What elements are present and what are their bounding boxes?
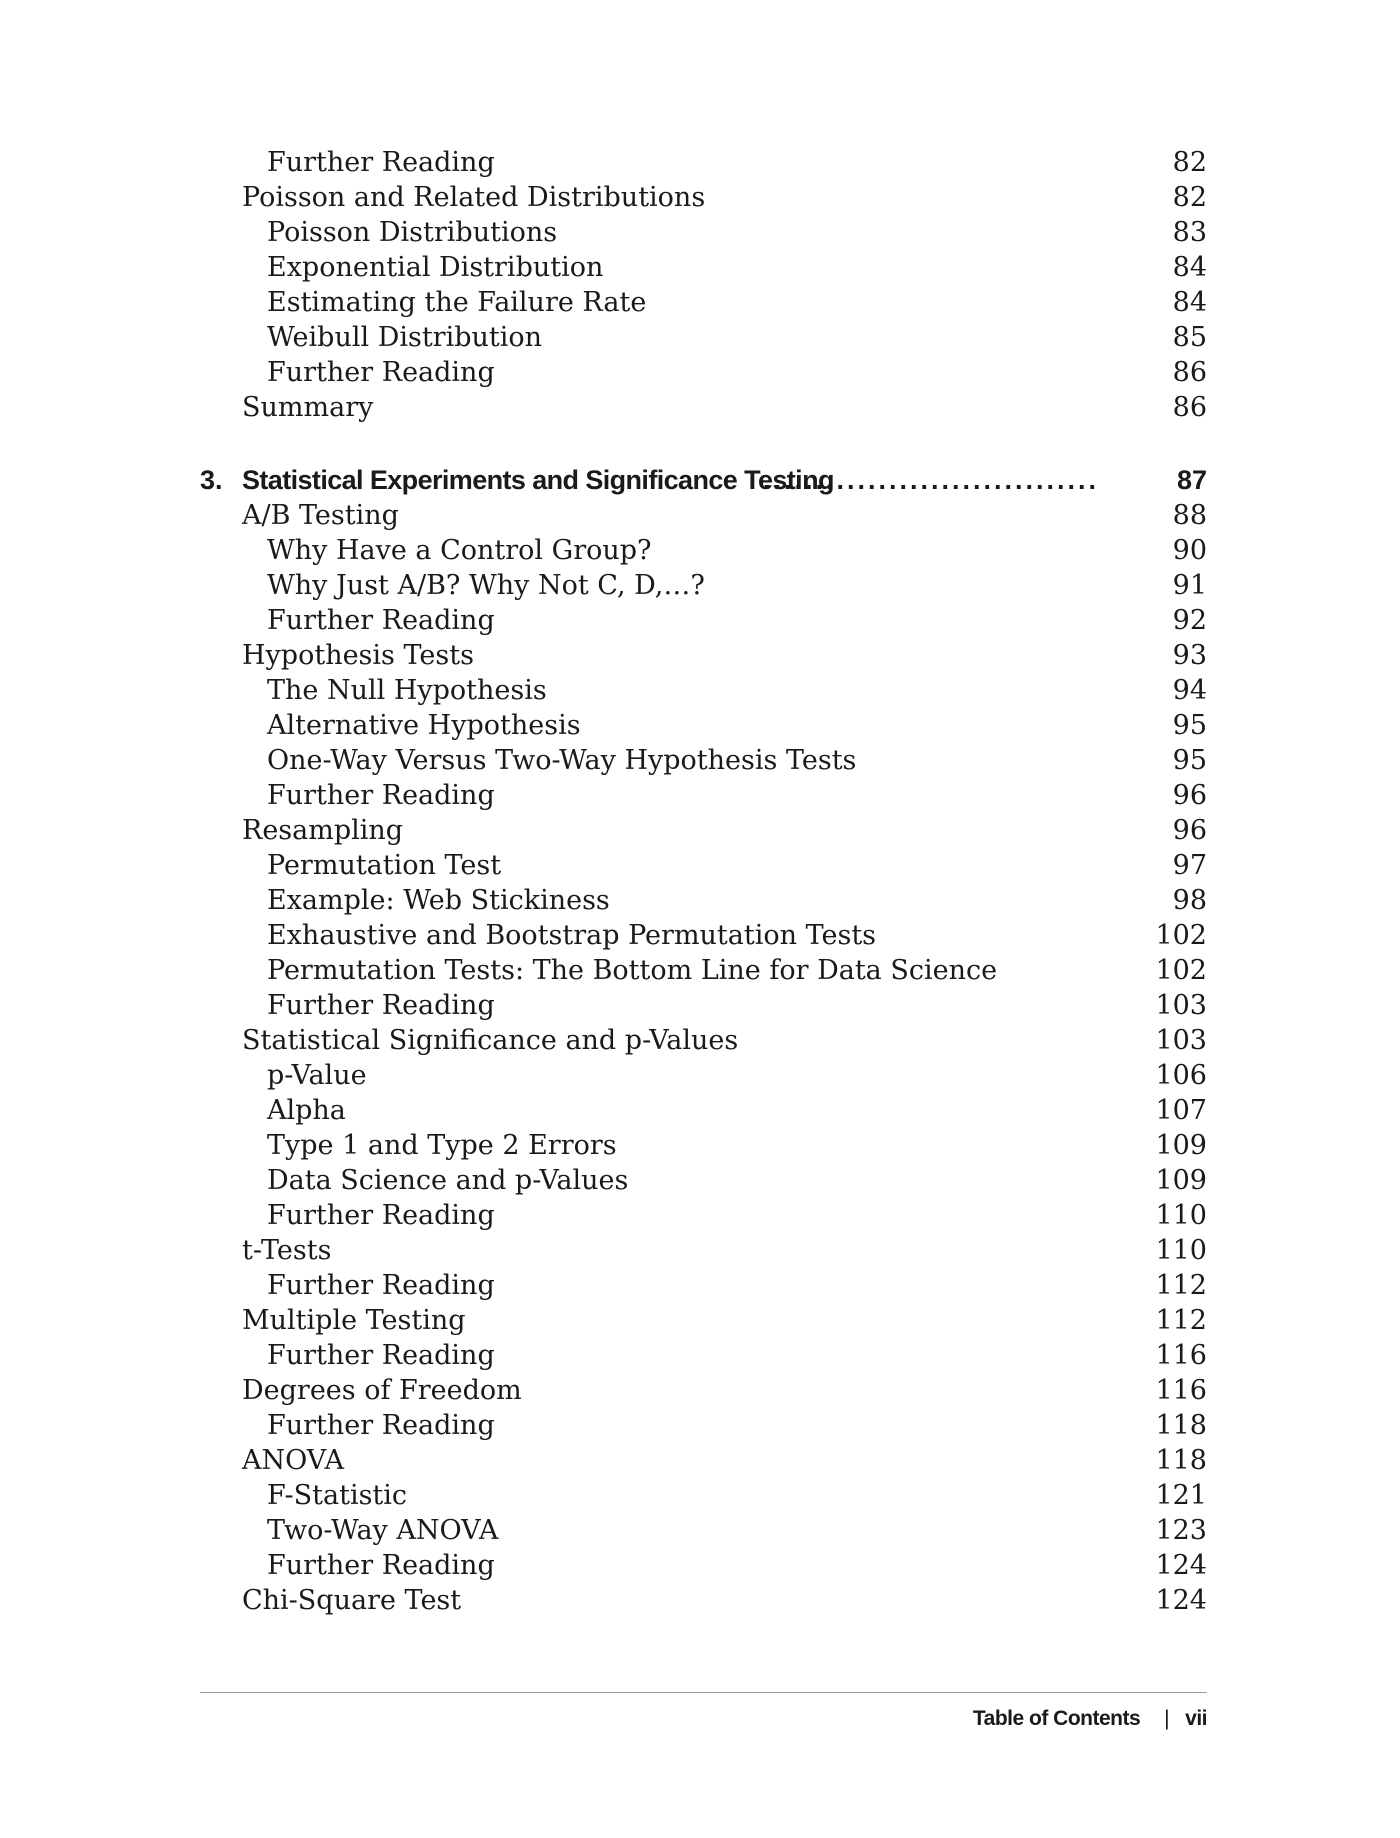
toc-entry-title: Exhaustive and Bootstrap Permutation Tests (267, 920, 877, 951)
footer-divider (200, 1692, 1207, 1693)
toc-entry-page-number: 109 (1155, 1130, 1207, 1161)
toc-entry-page-number: 85 (1172, 322, 1207, 353)
toc-entry-title: Further Reading (267, 1270, 495, 1301)
toc-entry-title: p-Value (267, 1060, 367, 1091)
toc-entry-page-number: 90 (1172, 535, 1207, 566)
toc-entry-title: Further Reading (267, 990, 495, 1021)
toc-entry-page-number: 83 (1172, 217, 1207, 248)
toc-entry-page-number: 82 (1172, 182, 1207, 213)
toc-entry-page-number: 93 (1172, 640, 1207, 671)
toc-entry-section[interactable] (200, 638, 1207, 673)
toc-entry-section[interactable] (200, 1303, 1207, 1338)
toc-entry-page-number: 91 (1172, 570, 1207, 601)
toc-entry-title: Data Science and p-Values (267, 1165, 629, 1196)
toc-entry-subsection[interactable] (200, 1513, 1207, 1548)
toc-entry-section[interactable] (200, 1583, 1207, 1618)
chapter-title: Statistical Experiments and Significance Testing (242, 465, 834, 495)
toc-entry-page-number: 110 (1155, 1235, 1207, 1266)
toc-entry-page-number: 123 (1155, 1515, 1207, 1546)
toc-entry-title: One-Way Versus Two-Way Hypothesis Tests (267, 745, 857, 776)
toc-entry-page-number: 109 (1155, 1165, 1207, 1196)
toc-entry-subsection[interactable] (200, 603, 1207, 638)
toc-entry-page-number: 118 (1155, 1410, 1207, 1441)
toc-entry-page-number: 96 (1172, 815, 1207, 846)
toc-entry-page-number: 95 (1172, 710, 1207, 741)
toc-entry-title: Resampling (242, 815, 404, 846)
toc-entry-title: Alpha (267, 1095, 346, 1126)
toc-entry-title: Further Reading (267, 1410, 495, 1441)
toc-entry-page-number: 84 (1172, 287, 1207, 318)
toc-entry-page-number: 121 (1155, 1480, 1207, 1511)
footer-separator: | (1164, 1707, 1170, 1730)
toc-entry-page-number: 118 (1155, 1445, 1207, 1476)
toc-entry-page-number: 86 (1172, 357, 1207, 388)
toc-entry-title: Exponential Distribution (267, 252, 604, 283)
toc-entry-title: Hypothesis Tests (242, 640, 474, 671)
toc-entry-page-number: 124 (1155, 1550, 1207, 1581)
toc-entry-subsection[interactable] (200, 1478, 1207, 1513)
toc-entry-page-number: 86 (1172, 392, 1207, 423)
toc-entry-title: Poisson and Related Distributions (242, 182, 706, 213)
toc-entry-page-number: 84 (1172, 252, 1207, 283)
chapter-dot-leader: ................................ (763, 465, 1100, 495)
toc-entry-subsection[interactable] (200, 778, 1207, 813)
page-footer (973, 1702, 1207, 1736)
toc-entry-section[interactable] (200, 1023, 1207, 1058)
toc-entry-subsection[interactable] (200, 1548, 1207, 1583)
toc-entry-title: Further Reading (267, 1340, 495, 1371)
toc-entry-subsection[interactable] (200, 1408, 1207, 1443)
toc-entry-subsection[interactable] (200, 988, 1207, 1023)
toc-entry-subsection[interactable] (200, 708, 1207, 743)
toc-entry-subsection[interactable] (200, 250, 1207, 285)
toc-entry-page-number: 112 (1155, 1270, 1207, 1301)
toc-entry-title: F-Statistic (267, 1480, 408, 1511)
toc-entry-page-number: 124 (1155, 1585, 1207, 1616)
toc-entry-title: Summary (242, 392, 374, 423)
toc-entry-title: Permutation Tests: The Bottom Line for Data Science (267, 955, 998, 986)
toc-entry-subsection[interactable] (200, 1338, 1207, 1373)
toc-entry-title: The Null Hypothesis (267, 675, 547, 706)
toc-section-after (200, 498, 1207, 1618)
toc-entry-subsection[interactable] (200, 1268, 1207, 1303)
toc-entry-title: Further Reading (267, 1200, 495, 1231)
toc-entry-title: Further Reading (267, 605, 495, 636)
toc-entry-section[interactable] (200, 390, 1207, 425)
toc-entry-section[interactable] (200, 813, 1207, 848)
toc-entry-subsection[interactable] (200, 1163, 1207, 1198)
toc-entry-subsection[interactable] (200, 355, 1207, 390)
toc-entry-title: t-Tests (242, 1235, 332, 1266)
toc-entry-title: Further Reading (267, 357, 495, 388)
toc-entry-page-number: 88 (1172, 500, 1207, 531)
toc-entry-page-number: 92 (1172, 605, 1207, 636)
toc-entry-subsection[interactable] (200, 918, 1207, 953)
toc-entry-page-number: 106 (1155, 1060, 1207, 1091)
toc-entry-title: Alternative Hypothesis (267, 710, 581, 741)
toc-entry-subsection[interactable] (200, 1198, 1207, 1233)
toc-entry-subsection[interactable] (200, 1093, 1207, 1128)
toc-entry-title: Chi-Square Test (242, 1585, 462, 1616)
toc-entry-page-number: 97 (1172, 850, 1207, 881)
toc-section-before (200, 145, 1207, 425)
toc-entry-title: Further Reading (267, 1550, 495, 1581)
chapter-heading[interactable] (200, 460, 1207, 500)
toc-entry-subsection[interactable] (200, 883, 1207, 918)
toc-entry-page-number: 96 (1172, 780, 1207, 811)
toc-entry-title: Further Reading (267, 780, 495, 811)
toc-entry-title: Statistical Significance and p-Values (242, 1025, 739, 1056)
toc-entry-title: Further Reading (267, 147, 495, 178)
chapter-number: 3. (200, 465, 223, 495)
toc-entry-subsection[interactable] (200, 848, 1207, 883)
toc-entry-title: Weibull Distribution (267, 322, 543, 353)
toc-entry-title: ANOVA (242, 1445, 344, 1476)
toc-entry-page-number: 102 (1155, 920, 1207, 951)
toc-entry-subsection[interactable] (200, 145, 1207, 180)
toc-entry-subsection[interactable] (200, 673, 1207, 708)
toc-entry-page-number: 116 (1155, 1340, 1207, 1371)
toc-entry-subsection[interactable] (200, 568, 1207, 603)
toc-entry-title: Estimating the Failure Rate (267, 287, 647, 318)
footer-section-label: Table of Contents (972, 1707, 1141, 1730)
toc-entry-page-number: 94 (1172, 675, 1207, 706)
toc-entry-title: Type 1 and Type 2 Errors (267, 1130, 617, 1161)
toc-entry-title: Why Have a Control Group? (267, 535, 652, 566)
toc-entry-section[interactable] (200, 1233, 1207, 1268)
toc-entry-subsection[interactable] (200, 533, 1207, 568)
toc-entry-title: Why Just A/B? Why Not C, D,…? (267, 570, 705, 601)
toc-entry-page-number: 102 (1155, 955, 1207, 986)
toc-entry-page-number: 103 (1155, 990, 1207, 1021)
toc-entry-section[interactable] (200, 1443, 1207, 1478)
toc-entry-section[interactable] (200, 1373, 1207, 1408)
chapter-page-number: 87 (1176, 465, 1207, 495)
toc-entry-page-number: 112 (1155, 1305, 1207, 1336)
toc-entry-page-number: 103 (1155, 1025, 1207, 1056)
toc-entry-title: Example: Web Stickiness (267, 885, 610, 916)
toc-entry-subsection[interactable] (200, 1128, 1207, 1163)
toc-entry-title: Poisson Distributions (267, 217, 558, 248)
footer-page-number: vii (1185, 1707, 1207, 1730)
toc-entry-title: Permutation Test (267, 850, 502, 881)
toc-entry-page-number: 95 (1172, 745, 1207, 776)
toc-entry-subsection[interactable] (200, 1058, 1207, 1093)
toc-entry-subsection[interactable] (200, 215, 1207, 250)
toc-entry-page-number: 107 (1155, 1095, 1207, 1126)
toc-entry-subsection[interactable] (200, 953, 1207, 988)
toc-entry-page-number: 110 (1155, 1200, 1207, 1231)
toc-entry-subsection[interactable] (200, 320, 1207, 355)
toc-entry-section[interactable] (200, 180, 1207, 215)
toc-entry-title: Degrees of Freedom (242, 1375, 522, 1406)
toc-entry-section[interactable] (200, 498, 1207, 533)
toc-entry-title: Two-Way ANOVA (267, 1515, 499, 1546)
toc-entry-subsection[interactable] (200, 285, 1207, 320)
toc-entry-title: A/B Testing (242, 500, 399, 531)
toc-entry-subsection[interactable] (200, 743, 1207, 778)
toc-entry-page-number: 98 (1172, 885, 1207, 916)
toc-entry-title: Multiple Testing (242, 1305, 466, 1336)
toc-entry-page-number: 116 (1155, 1375, 1207, 1406)
toc-entry-page-number: 82 (1172, 147, 1207, 178)
